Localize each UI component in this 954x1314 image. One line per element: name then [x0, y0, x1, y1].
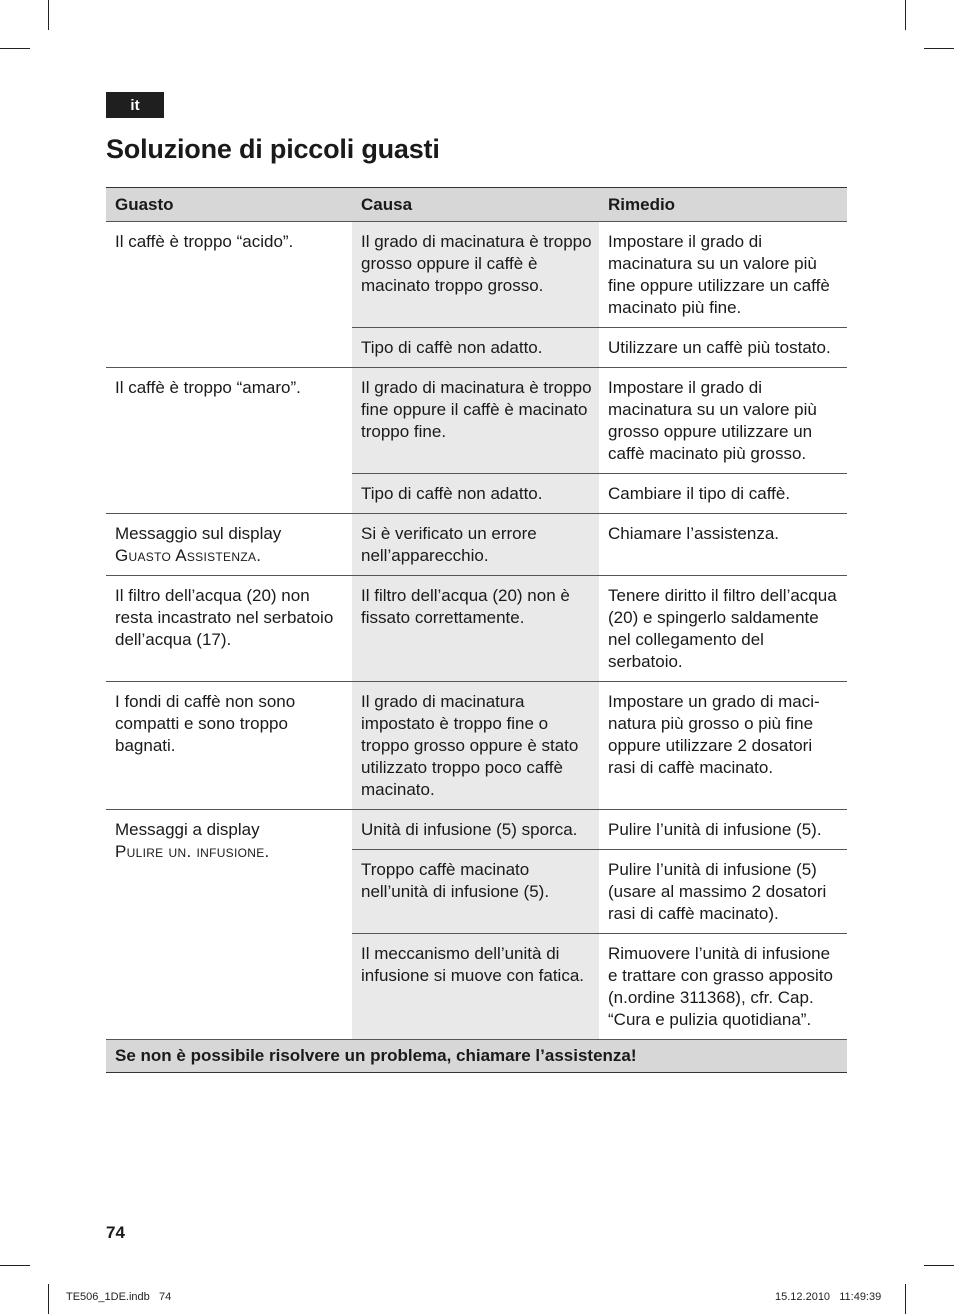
table-row [352, 222, 847, 327]
cause-cell: Il grado di macinatura è troppo grosso oppure il caffè è macinato troppo grosso. [352, 222, 599, 327]
crop-mark [924, 48, 954, 49]
table-footer-note: Se non è possibile risolvere un problema, chiamare l’assistenza! [106, 1040, 847, 1072]
cause-cell: Si è verificato un errore nell’apparecchio. [352, 514, 599, 575]
cause-cell: Unità di infusione (5) sporca. [352, 810, 599, 849]
table-row-group [106, 222, 847, 368]
crop-mark [905, 1284, 906, 1314]
fault-text: Messaggi a display [115, 820, 260, 839]
table-row-group [106, 514, 847, 576]
cause-cell: Tipo di caffè non adatto. [352, 474, 599, 513]
table-row [352, 368, 847, 473]
table-row [352, 576, 847, 681]
crop-mark [0, 48, 30, 49]
fault-cell [106, 576, 352, 681]
crop-mark [48, 1284, 49, 1314]
table-row [352, 810, 847, 849]
remedy-cell: Pulire l’unità di infusione (5) (usare al massimo 2 dosatori rasi di caffè macinato). [599, 850, 847, 933]
page-title: Soluzione di piccoli guasti [106, 134, 440, 164]
cause-cell: Tipo di caffè non adatto. [352, 328, 599, 367]
crop-mark [0, 1265, 30, 1266]
remedy-cell: Pulire l’unità di infusione (5). [599, 810, 847, 849]
table-row [352, 849, 847, 933]
table-row-group [106, 682, 847, 810]
fault-cell [106, 682, 352, 809]
table-row-group [106, 368, 847, 514]
crop-mark [924, 1265, 954, 1266]
crop-mark [48, 0, 49, 30]
display-message: Guasto Assistenza. [115, 546, 262, 565]
table-row [352, 473, 847, 513]
fault-text: I fondi di caffè non sono compatti e sono troppo bagnati. [115, 692, 296, 755]
header-fault: Guasto [115, 194, 174, 214]
table-row [352, 514, 847, 575]
fault-text: Il filtro dell’acqua (20) non resta incastrato nel serbatoio dell’acqua (17). [115, 586, 334, 649]
remedy-cell: Tenere diritto il filtro dell’acqua (20) e spingerlo saldamente nel collegamento del serbatoio. [599, 576, 847, 681]
fault-text: Il caffè è troppo “amaro”. [115, 378, 301, 397]
page-number: 74 [106, 1223, 125, 1242]
remedy-cell: Utilizzare un caffè più tostato. [599, 328, 847, 367]
fault-text: Il caffè è troppo “acido”. [115, 232, 294, 251]
table-row [352, 933, 847, 1039]
remedy-cell: Impostare il grado di macinatura su un valore più grosso oppure utilizzare un caffè macinato più grosso. [599, 368, 847, 473]
header-remedy: Rimedio [608, 194, 676, 214]
header-cause: Causa [361, 194, 413, 214]
cause-cell: Il grado di macinatura è troppo fine oppure il caffè è macinato troppo fine. [352, 368, 599, 473]
remedy-cell: Impostare un grado di macinatura più grosso o più fine oppure utilizzare 2 dosatori rasi di caffè macinato. [599, 682, 847, 809]
fault-text: Messaggio sul display [115, 524, 282, 543]
table-row [352, 682, 847, 809]
table-row-group [106, 810, 847, 1040]
fault-cell [106, 368, 352, 513]
cause-cell: Il meccanismo dell’unità di infusione si muove con fatica. [352, 934, 599, 1039]
table-header [106, 188, 847, 222]
fault-cell [106, 514, 352, 575]
troubleshooting-table [106, 187, 847, 1073]
remedy-cell: Cambiare il tipo di caffè. [599, 474, 847, 513]
fault-cell [106, 810, 352, 1039]
crop-mark [905, 0, 906, 30]
table-row-group [106, 576, 847, 682]
table-row [352, 327, 847, 367]
print-file-info: TE506_1DE.indb 74 [66, 1291, 172, 1303]
print-timestamp: 15.12.2010 11:49:39 [775, 1291, 882, 1303]
display-message: Pulire un. infusione. [115, 842, 270, 861]
language-tab: it [106, 92, 164, 118]
cause-cell: Il filtro dell’acqua (20) non è fissato correttamente. [352, 576, 599, 681]
remedy-cell: Rimuovere l’unità di infusione e trattare con grasso apposito (n.ordine 311368), cfr. Cap. “Cura e pulizia quotidiana”. [599, 934, 847, 1039]
fault-cell [106, 222, 352, 367]
cause-cell: Il grado di macinatura impostato è troppo fine o troppo grosso oppure è stato utilizzato troppo poco caffè macinato. [352, 682, 599, 809]
remedy-cell: Impostare il grado di macinatura su un valore più fine oppure utilizzare un caffè macinato più fine. [599, 222, 847, 327]
remedy-cell: Chiamare l’assistenza. [599, 514, 847, 575]
cause-cell: Troppo caffè macinato nell’unità di infusione (5). [352, 850, 599, 933]
